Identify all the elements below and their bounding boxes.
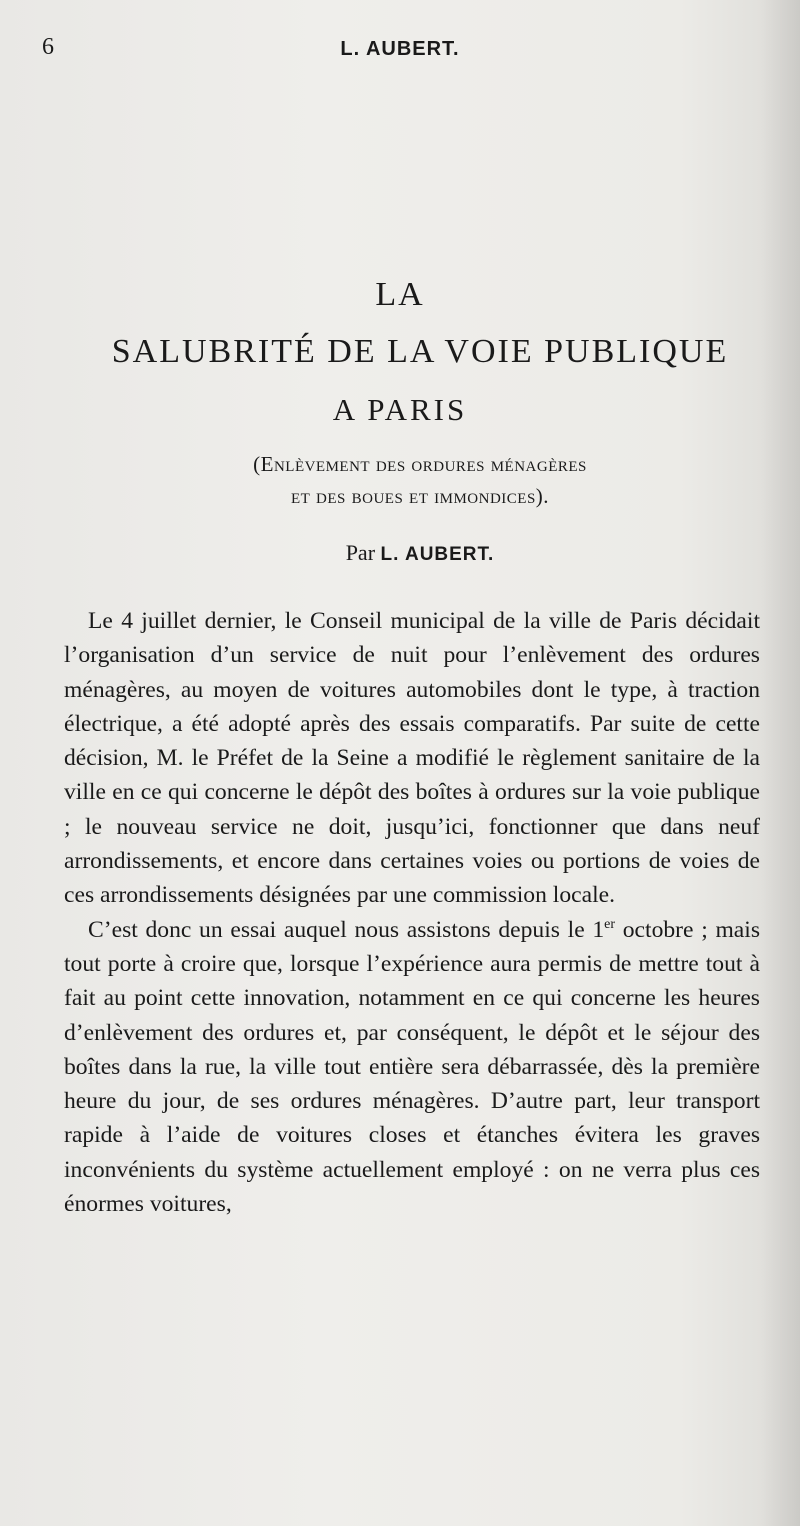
article-title-line-3: A PARIS — [332, 392, 468, 427]
byline — [20, 540, 800, 566]
article-title-line-1: LA — [375, 276, 425, 313]
page-number: 6 — [42, 34, 54, 60]
page-edge-shadow — [760, 0, 800, 1526]
article-subtitle-line-1: (Enlèvement des ordures ménagères — [253, 452, 587, 476]
byline-prefix: Par — [345, 540, 376, 565]
article-title-line-2: SALUBRITÉ DE LA VOIE PUBLIQUE — [111, 333, 729, 370]
byline-author: L. AUBERT. — [380, 544, 495, 565]
article-subtitle-line-2: et des boues et immondices). — [290, 484, 550, 508]
paragraph-1: Le 4 juillet dernier, le Conseil municipal de la ville de Paris décidait l’organisation d’un service de nuit pour l’enlèvement des ordures ménagères, au moyen de voitures automobiles dont le type, à traction électrique, a été adopté après des essais comparatifs. Par suite de cette décision, M. le Préfet de la Seine a modifié le règlement sanitaire de la ville en ce qui concerne le dépôt des boîtes à ordures sur la voie publique ; le nouveau service ne doit, jusqu’ici, fonctionner que dans neuf arrondissements, et encore dans certaines voies ou portions de voies de ces arrondissements désignées par une commission locale. — [64, 608, 760, 909]
article-body — [64, 604, 760, 1221]
paragraph-2-rest: octobre ; mais tout porte à croire que, lorsque l’expérience aura permis de mettre tout à fait au point cette innovation, notamment en ce qui concerne les heures d’enlèvement des ordures et, par conséquent, le dépôt et le séjour des boîtes dans la rue, la ville tout entière sera débarrassée, dès la première heure du jour, de ses ordures ménagères. D’autre part, leur transport rapide à l’aide de voitures closes et étanches évitera les graves inconvénients du système actuellement employé : on ne verra plus ces énormes voitures, — [64, 916, 761, 1218]
paragraph-2 — [64, 913, 760, 1222]
paragraph-2-start: C’est donc un essai auquel nous assistons depuis le 1 — [88, 916, 605, 943]
running-head-author: L. AUBERT. — [340, 38, 460, 60]
running-head — [0, 34, 800, 74]
ordinal-superscript: er — [604, 916, 616, 932]
